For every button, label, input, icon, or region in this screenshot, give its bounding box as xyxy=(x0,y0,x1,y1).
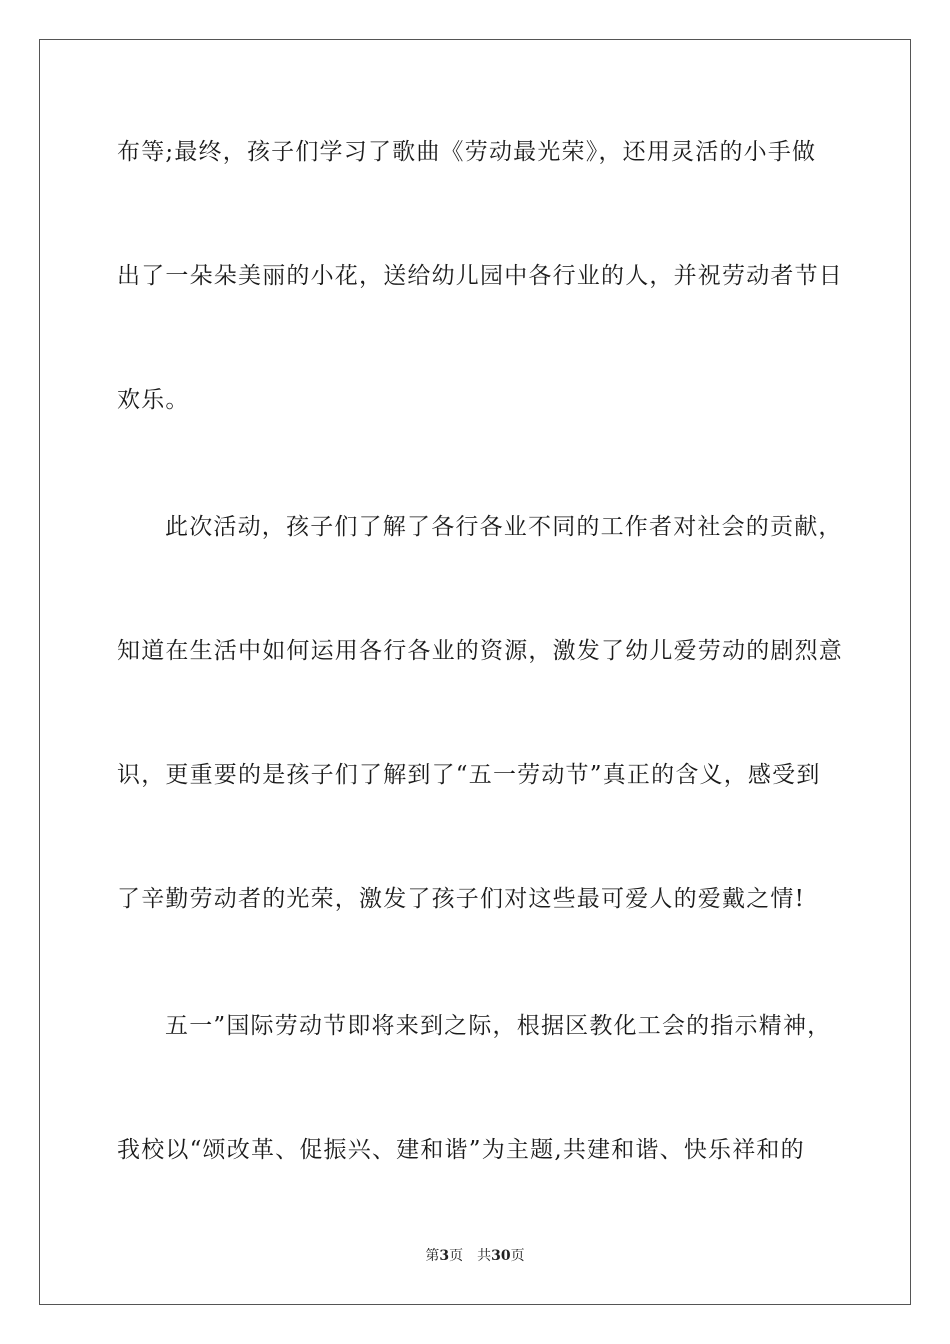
page-suffix: 页 xyxy=(449,1248,464,1264)
total-prefix: 共 xyxy=(477,1248,492,1264)
text-line: 欢乐。 xyxy=(117,387,190,413)
paragraph-start-line: 此次活动，孩子们了解了各行各业不同的工作者对社会的贡献， xyxy=(165,514,843,540)
page-footer xyxy=(0,1246,950,1266)
text-line: 了辛勤劳动者的光荣，激发了孩子们对这些最可爱人的爱戴之情! xyxy=(117,886,806,912)
text-line: 布等;最终，孩子们学习了歌曲《劳动最光荣》，还用灵活的小手做 xyxy=(117,139,817,165)
paragraph-start-line: 五一”国际劳动节即将来到之际，根据区教化工会的指示精神， xyxy=(165,1013,832,1039)
total-suffix: 页 xyxy=(510,1248,525,1264)
page-prefix: 第 xyxy=(425,1248,440,1264)
text-line: 我校以“颂改革、促振兴、建和谐”为主题,共建和谐、快乐祥和的 xyxy=(117,1137,805,1163)
total-pages: 30 xyxy=(491,1248,511,1264)
page-number: 3 xyxy=(439,1248,450,1264)
text-line: 知道在生活中如何运用各行各业的资源，激发了幼儿爱劳动的剧烈意 xyxy=(117,638,843,664)
text-line: 出了一朵朵美丽的小花，送给幼儿园中各行业的人，并祝劳动者节日 xyxy=(117,263,843,289)
page-border xyxy=(39,39,911,1305)
text-line: 识，更重要的是孩子们了解到了“五一劳动节”真正的含义，感受到 xyxy=(117,762,821,788)
